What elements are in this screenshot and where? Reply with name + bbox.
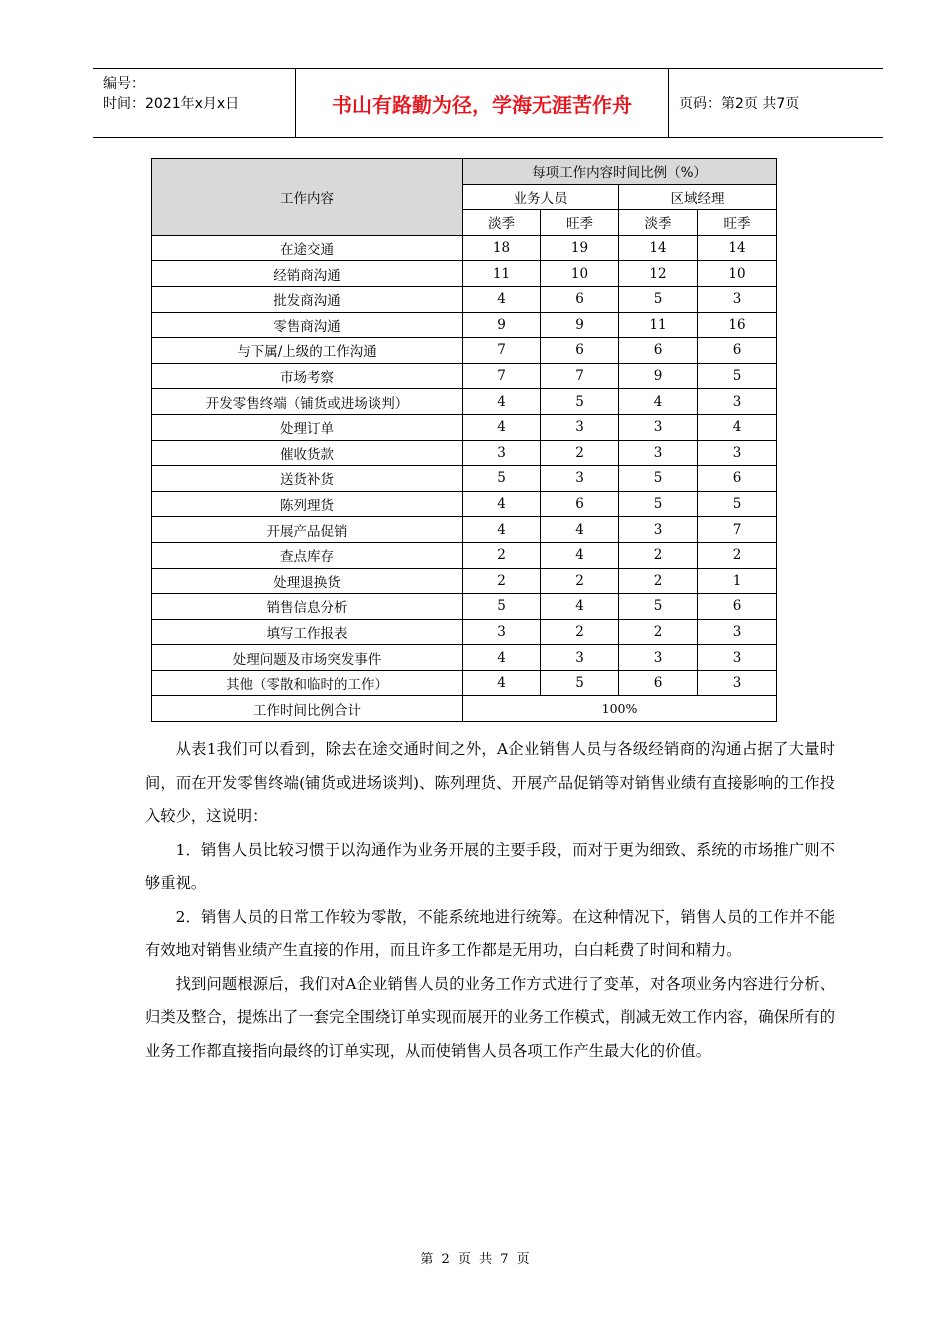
row-value: 2 (619, 568, 698, 594)
table-row (152, 261, 777, 287)
row-value: 11 (619, 312, 698, 338)
role-header-sales: 业务人员 (463, 184, 619, 210)
row-value: 2 (541, 619, 619, 645)
row-label: 市场考察 (152, 363, 463, 389)
row-value: 3 (698, 619, 777, 645)
header-page-info: 页码：第2页 共7页 (679, 96, 800, 112)
row-value: 5 (541, 389, 619, 415)
header-motto: 书山有路勤为径，学海无涯苦作舟 (296, 69, 669, 137)
row-value: 4 (463, 670, 541, 696)
header-meta (93, 69, 296, 137)
page-header (93, 68, 883, 138)
table-row (152, 235, 777, 261)
total-row (152, 696, 777, 722)
row-value: 1 (698, 568, 777, 594)
row-label: 在途交通 (152, 235, 463, 261)
row-value: 2 (698, 542, 777, 568)
row-value: 6 (698, 466, 777, 492)
number-label: 编号： (103, 76, 145, 92)
row-value: 16 (698, 312, 777, 338)
row-value: 6 (619, 670, 698, 696)
paragraph: 从表1我们可以看到，除去在途交通时间之外，A企业销售人员与各级经销商的沟通占据了大量时间，而在开发零售终端(铺货或进场谈判)、陈列理货、开展产品促销等对销售业绩有直接影响的工作投入较少，这说明： (145, 740, 835, 825)
season-header: 淡季 (619, 210, 698, 236)
row-value: 2 (541, 440, 619, 466)
season-header: 淡季 (463, 210, 541, 236)
row-value: 4 (463, 517, 541, 543)
row-value: 4 (463, 491, 541, 517)
row-value: 4 (541, 594, 619, 620)
row-value: 6 (619, 338, 698, 364)
row-value: 2 (619, 619, 698, 645)
row-label: 陈列理货 (152, 491, 463, 517)
row-value: 5 (619, 491, 698, 517)
row-value: 5 (541, 670, 619, 696)
paragraph: 找到问题根源后，我们对A企业销售人员的业务工作方式进行了变革，对各项业务内容进行分析、归类及整合，提炼出了一套完全围绕订单实现而展开的业务工作模式，削减无效工作内容，确保所有的业务工作都直接指向最终的订单实现，从而使销售人员各项工作产生最大化的价值。 (145, 974, 835, 1060)
row-label: 填写工作报表 (152, 619, 463, 645)
row-value: 3 (619, 645, 698, 671)
row-value: 2 (619, 542, 698, 568)
row-label: 其他（零散和临时的工作） (152, 670, 463, 696)
row-value: 2 (463, 542, 541, 568)
row-value: 9 (463, 312, 541, 338)
row-value: 5 (698, 363, 777, 389)
row-value: 3 (698, 440, 777, 466)
table-row (152, 414, 777, 440)
row-value: 4 (619, 389, 698, 415)
row-label: 开发零售终端（铺货或进场谈判） (152, 389, 463, 415)
row-value: 10 (698, 261, 777, 287)
footer-page-number: 第 2 页 共 7 页 (420, 1252, 530, 1267)
row-value: 7 (541, 363, 619, 389)
role-header-manager: 区域经理 (619, 184, 777, 210)
row-value: 6 (541, 286, 619, 312)
row-value: 10 (541, 261, 619, 287)
row-value: 6 (698, 338, 777, 364)
row-value: 2 (541, 568, 619, 594)
row-value: 3 (698, 645, 777, 671)
row-label: 经销商沟通 (152, 261, 463, 287)
table-row (152, 389, 777, 415)
row-value: 3 (619, 517, 698, 543)
row-value: 4 (463, 414, 541, 440)
row-value: 4 (463, 389, 541, 415)
row-value: 5 (463, 466, 541, 492)
row-value: 3 (541, 645, 619, 671)
row-value: 9 (619, 363, 698, 389)
row-value: 3 (698, 286, 777, 312)
row-value: 7 (698, 517, 777, 543)
table-row (152, 619, 777, 645)
table-row (152, 568, 777, 594)
table-row (152, 491, 777, 517)
row-label: 与下属/上级的工作沟通 (152, 338, 463, 364)
row-value: 2 (463, 568, 541, 594)
row-value: 6 (698, 594, 777, 620)
table-row (152, 312, 777, 338)
row-value: 3 (698, 389, 777, 415)
row-value: 7 (463, 338, 541, 364)
table-row (152, 542, 777, 568)
row-value: 5 (619, 466, 698, 492)
row-value: 14 (698, 235, 777, 261)
table-row (152, 517, 777, 543)
table-row (152, 645, 777, 671)
row-value: 4 (541, 542, 619, 568)
row-label: 批发商沟通 (152, 286, 463, 312)
row-label: 处理订单 (152, 414, 463, 440)
row-label: 催收货款 (152, 440, 463, 466)
paragraph: 2．销售人员的日常工作较为零散，不能系统地进行统筹。在这种情况下，销售人员的工作并不能有效地对销售业绩产生直接的作用，而且许多工作都是无用功，白白耗费了时间和精力。 (145, 907, 835, 959)
paragraph: 1．销售人员比较习惯于以沟通作为业务开展的主要手段，而对于更为细致、系统的市场推广则不够重视。 (145, 840, 835, 892)
time-label: 时间：2021年x月x日 (103, 96, 240, 112)
table-row (152, 338, 777, 364)
row-value: 4 (698, 414, 777, 440)
table-row (152, 286, 777, 312)
row-value: 3 (619, 440, 698, 466)
row-value: 4 (541, 517, 619, 543)
row-value: 5 (463, 594, 541, 620)
row-label: 送货补货 (152, 466, 463, 492)
row-value: 14 (619, 235, 698, 261)
body-text (145, 733, 835, 1068)
row-value: 5 (698, 491, 777, 517)
table-row (152, 363, 777, 389)
row-value: 12 (619, 261, 698, 287)
row-label: 处理退换货 (152, 568, 463, 594)
table-row (152, 440, 777, 466)
row-label: 查点库存 (152, 542, 463, 568)
row-value: 5 (619, 594, 698, 620)
row-value: 4 (463, 645, 541, 671)
table-row (152, 466, 777, 492)
row-value: 5 (619, 286, 698, 312)
table-row (152, 670, 777, 696)
row-label: 处理问题及市场突发事件 (152, 645, 463, 671)
work-time-table (151, 158, 777, 722)
row-value: 6 (541, 338, 619, 364)
table-row (152, 594, 777, 620)
row-header-cell: 工作内容 (152, 159, 463, 236)
total-value: 100% (463, 696, 777, 722)
row-label: 零售商沟通 (152, 312, 463, 338)
row-value: 19 (541, 235, 619, 261)
row-value: 3 (619, 414, 698, 440)
row-value: 4 (463, 286, 541, 312)
total-label: 工作时间比例合计 (152, 696, 463, 722)
row-value: 3 (463, 440, 541, 466)
row-value: 9 (541, 312, 619, 338)
row-value: 3 (541, 414, 619, 440)
row-value: 18 (463, 235, 541, 261)
row-value: 3 (463, 619, 541, 645)
row-value: 6 (541, 491, 619, 517)
page-footer (0, 1248, 950, 1267)
row-value: 3 (541, 466, 619, 492)
row-value: 7 (463, 363, 541, 389)
row-label: 销售信息分析 (152, 594, 463, 620)
row-value: 3 (698, 670, 777, 696)
season-header: 旺季 (541, 210, 619, 236)
group-header-cell: 每项工作内容时间比例（%） (463, 159, 777, 185)
row-value: 11 (463, 261, 541, 287)
table-body (152, 235, 777, 696)
row-label: 开展产品促销 (152, 517, 463, 543)
season-header: 旺季 (698, 210, 777, 236)
